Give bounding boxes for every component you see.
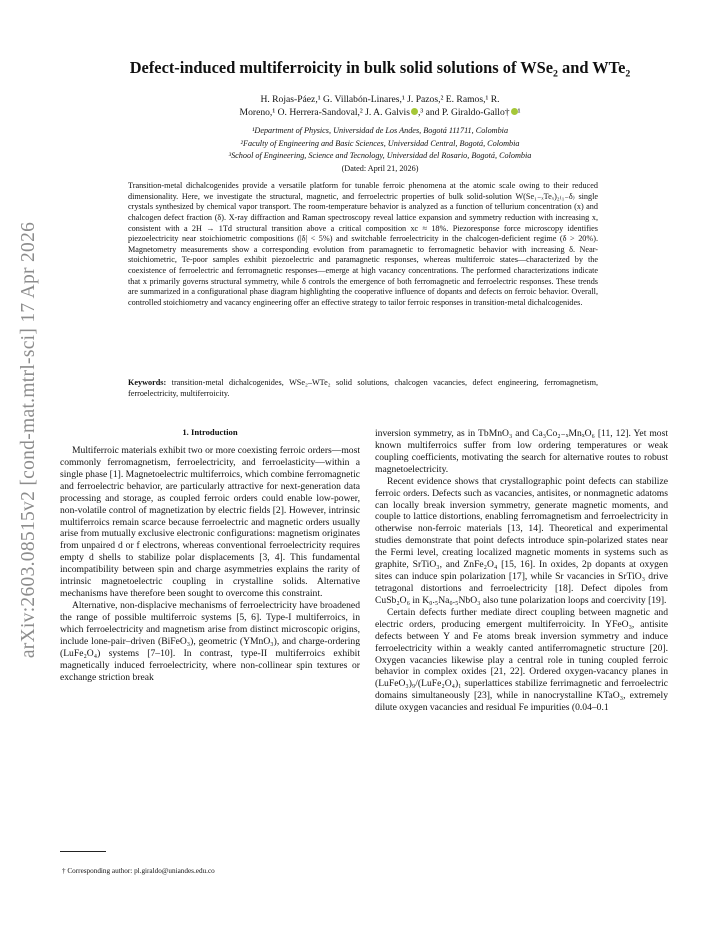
- keywords-label: Keywords:: [128, 378, 167, 387]
- affiliation-3: ³School of Engineering, Science and Tecnology, Universidad del Rosario, Bogotá, Colombia: [228, 151, 532, 160]
- arxiv-sidebar: [0, 180, 58, 700]
- arxiv-identifier: arXiv:2603.08515v2 [cond-mat.mtrl-sci] 17 Apr 2026: [18, 221, 39, 659]
- affiliation-1: ¹Department of Physics, Universidad de Los Andes, Bogotá 111711, Colombia: [251, 126, 509, 135]
- author-line-2: Moreno,¹ O. Herrera-Sandoval,² J. A. Galvis ,³ and P. Giraldo-Gallo† ¹: [239, 107, 521, 118]
- orcid-icon[interactable]: [411, 108, 418, 115]
- paragraph: Alternative, non-displacive mechanisms of ferroelectricity have broadened the range of possible multiferroic systems [5, 6]. Type-I multiferroics, in which ferroelectricity and magnetism arise from distinct microscopic origins, include lone-pair–driven (BiFeO₃), geometric (YMnO₃), and charge-ordering (LuFe₂O₄) systems [7–10]. In contrast, type-II multiferroics exhibit magnetically induced ferroelectricity, where non-collinear spin textures or exchange striction break: [60, 599, 360, 683]
- left-column: [60, 445, 360, 683]
- author-list: [120, 93, 640, 119]
- publication-date: (Dated: April 21, 2026): [341, 164, 419, 173]
- orcid-icon[interactable]: [511, 108, 518, 115]
- paragraph: inversion symmetry, as in TbMnO₃ and Ca₃Co₂₋ₓMnₓO₆ [11, 12]. Yet most known multiferroics suffer from low ordering temperatures or weak coupling coefficients, motivating the search for alternative routes to robust magnetoelectricity.: [375, 428, 668, 475]
- section-heading: 1. Introduction: [182, 427, 238, 437]
- footnote-rule: [60, 851, 106, 852]
- paragraph: Recent evidence shows that crystallographic point defects can stabilize ferroic orders. Defects such as vacancies, antisites, or nonmagnetic adatoms can locally break inversion symmetry, generate magnetic moments, and couple to lattice distortions, enabling ferromagnetism and ferroelectricity in otherwise non-ferroic materials [13, 14]. Theoretical and experimental studies demonstrate that point defects introduce spin-polarized states near the Fermi level, creating localized magnetic moments in systems such as graphite, SrTiO₃, and ZnFe₂O₄ [15, 16]. In oxides, 2p dopants at oxygen sites can induce spin polarization [17], while Sr vacancies in SrTiO₃ drive tetragonal distortions and ferroelectricity [18]. Defect dipoles from CuSb₂O₆ in K₀.₅Na₀.₅NbO₃ also tune polarization loops and coercivity [19].: [375, 475, 668, 606]
- keywords-text: transition-metal dichalcogenides, WSe₂–WTe₂ solid solutions, chalcogen vacancies, defect engineering, ferromagnetism, ferroelectricity, multiferroicity.: [128, 378, 598, 398]
- keywords: [128, 378, 598, 399]
- abstract: Transition-metal dichalcogenides provide a versatile platform for tunable ferroic phenomena at the atomic scale owing to their reduced dimensionality. Here, we investigate the structural, magnetic, and ferroelectric properties of bulk solid-solution W(Se₁₋ₓTeₓ)₂₍₁₋δ₎ single crystals synthesized by chemical vapor transport. The room-temperature behavior is analyzed as a function of tellurium concentration (x) and chalcogen defect fraction (δ). X-ray diffraction and Raman spectroscopy reveal lattice expansion and symmetry reduction with increasing x, consistent with a 2H → 1Td structural transition above a critical composition xc ≈ 18%. Piezoresponse force microscopy identifies piezoelectricity near stoichiometric compositions (|δ| < 5%) and switchable ferroelectricity in the chalcogen-deficient regime (δ > 20%). Magnetometry measurements show a corresponding evolution from paramagnetic to ferromagnetic behavior with increasing δ. Near-stoichiometric, Te-poor samples exhibit piezoelectric and paramagnetic responses, whereas multiferroic states—characterized by the coexistence of ferroelectric and ferromagnetic responses—emerge at high vacancy concentrations. The performed characterizations indicate that x primarily governs structural symmetry, while δ controls the emergence of both ferromagnetic and ferroelectric responses. These trends are summarized in a configurational phase diagram highlighting the cooperative influence of dopants and defects on ferroic behavior. Overall, controlled stoichiometry and vacancy engineering offer an effective strategy to tailor ferroic responses in transition-metal dichalcogenides.: [128, 181, 598, 307]
- affiliation-2: ²Faculty of Engineering and Basic Sciences, Universidad Central, Bogotá, Colombia: [240, 139, 520, 148]
- author-line-1: H. Rojas-Páez,¹ G. Villabón-Linares,¹ J. Pazos,² E. Ramos,¹ R.: [260, 94, 500, 105]
- paragraph: Certain defects further mediate direct coupling between magnetic and electric orders, producing emergent multiferroicity. In YFeO₃, antisite defects between Y and Fe atoms break inversion symmetry and induce ferroelectricity within a weakly canted antiferromagnetic structure [20]. Oxygen vacancies likewise play a central role in tuning coupled ferroic behavior in complex oxides [21, 22]. Ordered oxygen-vacancy planes in (LuFeO₃)₉/(LuFe₂O₄)₁ superlattices stabilize ferrimagnetic and ferroelectric domains simultaneously [23], while in nanocrystalline KTaO₃, extremely dilute oxygen vacancies and residual Fe impurities (0.04–0.1: [375, 606, 668, 714]
- right-column: [375, 428, 668, 714]
- footnote: † Corresponding author: pl.giraldo@uniandes.edu.co: [62, 867, 215, 875]
- paper-title: Defect-induced multiferroicity in bulk solid solutions of WSe₂ and WTe₂: [129, 58, 631, 77]
- paragraph: Multiferroic materials exhibit two or more coexisting ferroic orders—most commonly ferromagnetism, ferroelectricity, and ferroelasticity—within a single phase [1]. Magnetoelectric multiferroics, which combine ferromagnetic and ferroelectric behavior, are particularly attractive for next-generation data processing and storage, as coupled ferroic orders could enable low-power, non-volatile control of magnetization by electric fields [2]. However, intrinsic multiferroics remain scarce because ferroelectric and magnetic orders usually arise from mutually exclusive electronic configurations: magnetism originates from unpaired d or f electrons, whereas conventional ferroelectricity requires empty d shells to stabilize polar displacements [3, 4]. This fundamental incompatibility between spin and charge asymmetries explains the rarity of intrinsic magnetoelectric coupling in crystalline solids. Alternative mechanisms have therefore been sought to overcome this constraint.: [60, 445, 360, 600]
